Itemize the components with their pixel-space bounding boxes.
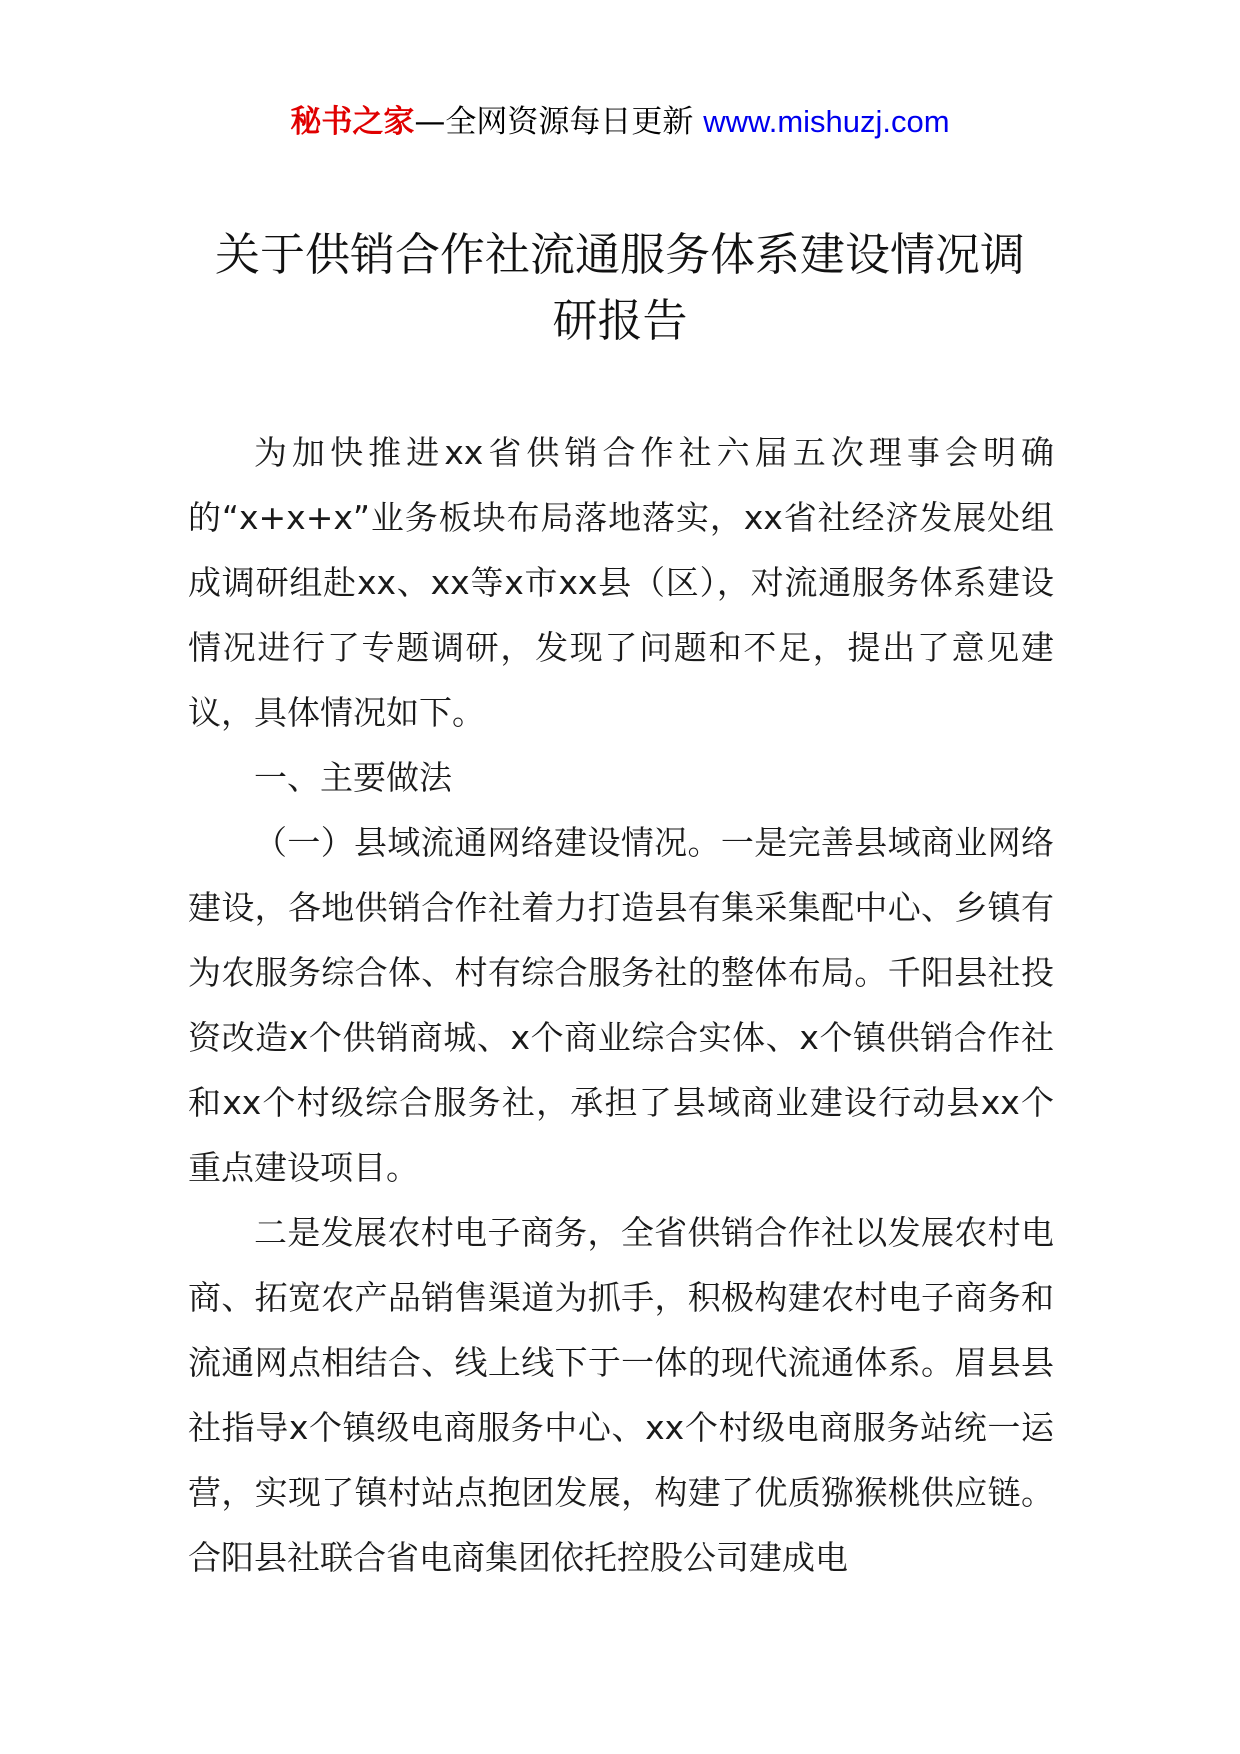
title-line-2: 研报告: [552, 294, 688, 347]
document-title: [170, 222, 1070, 354]
site-url-link[interactable]: www.mishuzj.com: [703, 104, 950, 139]
intro-paragraph: 为加快推进xx省供销合作社六届五次理事会明确的“x+x+x”业务板块布局落地落实，xx省社经济发展处组成调研组赴xx、xx等x市xx县（区），对流通服务体系建设情况进行了专题调研，发现了问题和不足，提出了意见建议，具体情况如下。: [188, 433, 1054, 732]
title-line-1: 关于供销合作社流通服务体系建设情况调: [214, 228, 1025, 281]
header-tagline: —全网资源每日更新: [414, 104, 694, 140]
site-header: [0, 100, 1240, 144]
paragraph-rural-ecommerce: 二是发展农村电子商务，全省供销合作社以发展农村电商、拓宽农产品销售渠道为抓手，积极构建农村电子商务和流通网点相结合、线上线下于一体的现代流通体系。眉县县社指导x个镇级电商服务中心、xx个村级电商服务站统一运营，实现了镇村站点抱团发展，构建了优质猕猴桃供应链。合阳县社联合省电商集团依托控股公司建成电: [188, 1213, 1054, 1577]
section-heading-main-practices: 一、主要做法: [254, 758, 452, 797]
brand-name: 秘书之家: [290, 104, 415, 140]
document-body: [188, 420, 1054, 1590]
paragraph-county-network: （一）县域流通网络建设情况。一是完善县域商业网络建设，各地供销合作社着力打造县有集采集配中心、乡镇有为农服务综合体、村有综合服务社的整体布局。千阳县社投资改造x个供销商城、x个商业综合实体、x个镇供销合作社和xx个村级综合服务社，承担了县域商业建设行动县xx个重点建设项目。: [188, 823, 1054, 1187]
